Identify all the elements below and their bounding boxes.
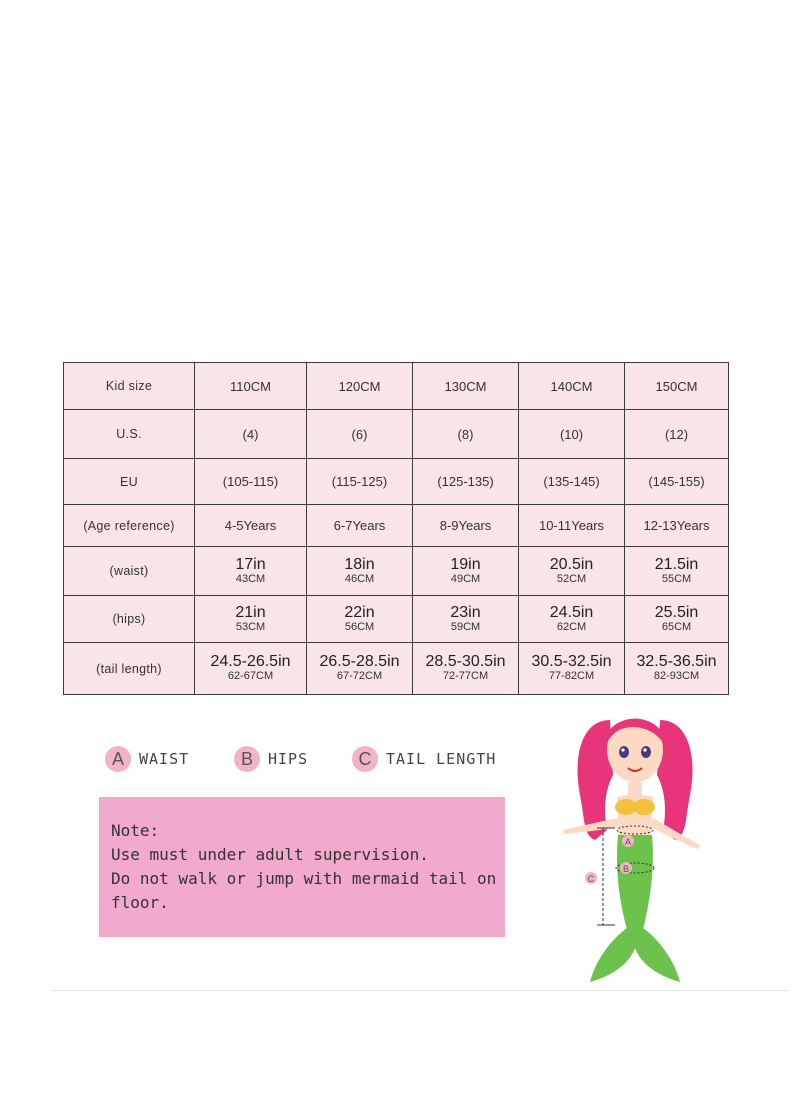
waist-in-value: 21.5in — [654, 555, 699, 573]
size-cell: 140CM — [519, 363, 625, 410]
waist-cm-value: 55CM — [661, 572, 692, 585]
size-cell: 110CM — [195, 363, 307, 410]
tail-cell — [625, 643, 729, 695]
marker-a-label: A — [624, 837, 632, 847]
table-row-waist — [64, 547, 729, 596]
eu-cell: (115-125) — [307, 459, 413, 505]
legend-label-tail-length: TAIL LENGTH — [386, 750, 497, 768]
tail-in-value: 26.5-28.5in — [319, 653, 400, 670]
waist-cell — [413, 547, 519, 596]
waist-in-value: 19in — [450, 555, 481, 573]
age-cell: 8-9Years — [413, 505, 519, 547]
tail-in-value: 32.5-36.5in — [636, 653, 717, 670]
hips-in-value: 25.5in — [654, 603, 699, 621]
hips-in-value: 24.5in — [549, 603, 594, 621]
hips-cm-value: 53CM — [235, 620, 266, 633]
age-cell: 6-7Years — [307, 505, 413, 547]
tail-cell — [307, 643, 413, 695]
hips-cell — [195, 596, 307, 643]
table-row-eu — [64, 459, 729, 505]
us-cell: (10) — [519, 410, 625, 459]
badge-c-icon: C — [352, 746, 378, 772]
mermaid-illustration — [555, 700, 715, 990]
tail-cm-value: 77-82CM — [548, 670, 595, 682]
waist-in-value: 18in — [344, 555, 375, 573]
hips-cell — [307, 596, 413, 643]
tail-cell — [519, 643, 625, 695]
legend-label-hips: HIPS — [268, 750, 309, 768]
waist-cm-value: 43CM — [235, 572, 266, 585]
age-cell: 10-11Years — [519, 505, 625, 547]
tail-cm-value: 82-93CM — [653, 670, 700, 682]
waist-cell — [519, 547, 625, 596]
hips-label: (hips) — [64, 596, 195, 643]
size-cell: 120CM — [307, 363, 413, 410]
note-line: Use must under adult supervision. — [111, 845, 429, 864]
size-cell: 150CM — [625, 363, 729, 410]
legend-item-hips — [234, 746, 308, 772]
eu-cell: (145-155) — [625, 459, 729, 505]
eu-cell: (135-145) — [519, 459, 625, 505]
hips-cm-value: 65CM — [661, 620, 692, 633]
badge-a-icon: A — [105, 746, 131, 772]
hips-cell — [625, 596, 729, 643]
note-line: floor. — [111, 893, 169, 912]
us-cell: (8) — [413, 410, 519, 459]
tail-cm-value: 67-72CM — [336, 670, 383, 682]
tail-cell — [413, 643, 519, 695]
size-cell: 130CM — [413, 363, 519, 410]
legend-item-waist — [105, 746, 189, 772]
eu-cell: (125-135) — [413, 459, 519, 505]
legend-label-waist: WAIST — [139, 750, 190, 768]
waist-cell — [625, 547, 729, 596]
age-label: (Age reference) — [64, 505, 195, 547]
kid-size-label: Kid size — [64, 363, 195, 410]
us-cell: (12) — [625, 410, 729, 459]
tail-cm-value: 62-67CM — [227, 670, 274, 682]
hips-cm-value: 59CM — [450, 620, 481, 633]
age-cell: 12-13Years — [625, 505, 729, 547]
table-row-hips — [64, 596, 729, 643]
waist-cm-value: 46CM — [344, 572, 375, 585]
hips-in-value: 23in — [450, 603, 481, 621]
marker-c-label: C — [587, 874, 595, 884]
tail-in-value: 30.5-32.5in — [531, 653, 612, 670]
waist-label: (waist) — [64, 547, 195, 596]
bottom-divider — [50, 990, 790, 991]
hips-cm-value: 62CM — [556, 620, 587, 633]
tail-cell — [195, 643, 307, 695]
waist-cm-value: 49CM — [450, 572, 481, 585]
size-chart-table — [63, 362, 729, 695]
us-label: U.S. — [64, 410, 195, 459]
waist-cell — [195, 547, 307, 596]
tail-in-value: 28.5-30.5in — [425, 653, 506, 670]
us-cell: (4) — [195, 410, 307, 459]
note-box — [99, 797, 505, 937]
tail-length-label: (tail length) — [64, 643, 195, 695]
marker-b-label: B — [622, 864, 630, 874]
hips-in-value: 22in — [344, 603, 375, 621]
waist-in-value: 17in — [235, 555, 266, 573]
eu-cell: (105-115) — [195, 459, 307, 505]
waist-cell — [307, 547, 413, 596]
legend-item-tail-length — [352, 746, 496, 772]
hips-cell — [413, 596, 519, 643]
hips-in-value: 21in — [235, 603, 266, 621]
age-cell: 4-5Years — [195, 505, 307, 547]
waist-cm-value: 52CM — [556, 572, 587, 585]
badge-b-icon: B — [234, 746, 260, 772]
table-row-age — [64, 505, 729, 547]
waist-in-value: 20.5in — [549, 555, 594, 573]
hips-cm-value: 56CM — [344, 620, 375, 633]
note-line: Do not walk or jump with mermaid tail on — [111, 869, 497, 888]
tail-cm-value: 72-77CM — [442, 670, 489, 682]
table-row-kid-size — [64, 363, 729, 410]
note-title: Note: — [111, 821, 160, 840]
us-cell: (6) — [307, 410, 413, 459]
table-row-tail-length — [64, 643, 729, 695]
table-row-us — [64, 410, 729, 459]
tail-in-value: 24.5-26.5in — [210, 653, 291, 670]
eu-label: EU — [64, 459, 195, 505]
hips-cell — [519, 596, 625, 643]
